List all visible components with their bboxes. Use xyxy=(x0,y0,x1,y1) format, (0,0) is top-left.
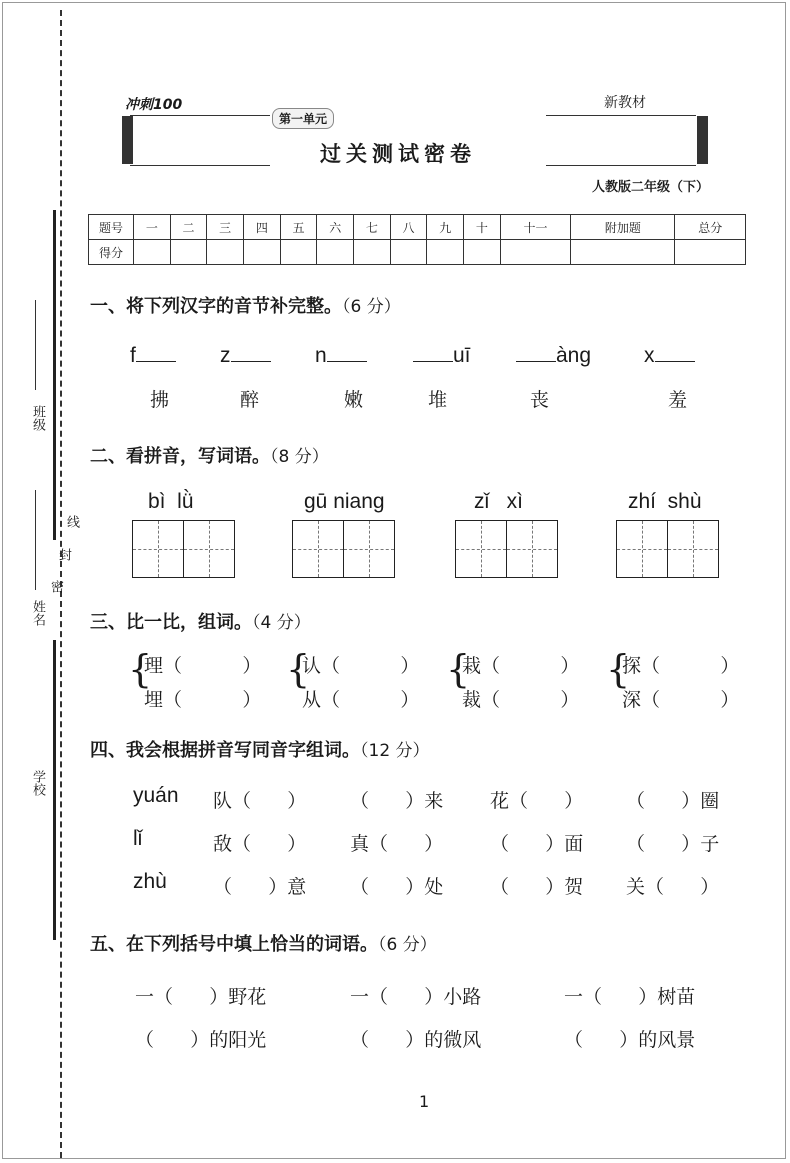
section2-points: （8 分） xyxy=(270,447,329,467)
pinyin-text: àng xyxy=(556,344,592,367)
binding-solid-line xyxy=(53,210,56,540)
header-rule xyxy=(546,115,696,116)
score-row xyxy=(89,240,746,265)
score-header-cell: 一 xyxy=(134,215,171,240)
hanzi: 嫩 xyxy=(344,389,364,411)
class-blank xyxy=(35,300,36,390)
answer-line[interactable] xyxy=(231,343,271,362)
word-pinyin: bì lǜ xyxy=(148,490,194,513)
compare-text: 栽（ xyxy=(462,655,501,677)
score-cell[interactable] xyxy=(244,240,281,265)
score-cell[interactable] xyxy=(500,240,570,265)
homophone-item[interactable]: （ ）贺 xyxy=(490,876,584,898)
pinyin-blank[interactable] xyxy=(516,343,591,368)
word-pinyin: zhí shù xyxy=(628,490,702,513)
compare-text: 探（ xyxy=(622,655,661,677)
score-header-cell: 十 xyxy=(464,215,501,240)
score-header-cell: 六 xyxy=(317,215,354,240)
answer-line[interactable] xyxy=(413,343,453,362)
section3-title: 三、比一比，组词。 xyxy=(90,612,252,633)
section3-heading xyxy=(90,608,311,634)
section4-title: 四、我会根据拼音写同音字组词。 xyxy=(90,740,360,761)
homophone-item[interactable]: （ ）来 xyxy=(350,790,444,812)
score-header-cell: 二 xyxy=(170,215,207,240)
seal-char: 线 xyxy=(64,515,79,528)
score-header-cell: 八 xyxy=(390,215,427,240)
compare-item[interactable]: 埋（ ） xyxy=(144,689,262,711)
brace: { xyxy=(128,647,153,691)
homophone-item[interactable]: 真（ ） xyxy=(350,833,444,855)
pinyin-blank[interactable] xyxy=(413,343,471,368)
homophone-item[interactable]: 队（ ） xyxy=(213,790,307,812)
compare-text: 从（ xyxy=(302,689,341,711)
answer-line[interactable] xyxy=(136,343,176,362)
pinyin-text: uī xyxy=(453,344,471,367)
brace: { xyxy=(286,647,311,691)
section5-points: （6 分） xyxy=(378,935,437,955)
compare-item[interactable]: 探（ ） xyxy=(622,655,740,677)
hanzi: 拂 xyxy=(150,389,170,411)
header-rule xyxy=(130,115,270,116)
section3-points: （4 分） xyxy=(252,613,311,633)
homophone-pinyin: lǐ xyxy=(133,827,143,850)
homophone-item[interactable]: （ ）面 xyxy=(490,833,584,855)
brace: { xyxy=(446,647,471,691)
compare-text: 深（ xyxy=(622,689,661,711)
fill-item[interactable]: （ ）的阳光 xyxy=(135,1029,267,1051)
compare-item[interactable]: 裁（ ） xyxy=(462,689,580,711)
class-label: 班级 xyxy=(30,405,45,431)
pinyin-text: x xyxy=(644,344,655,367)
hanzi: 醉 xyxy=(240,389,260,411)
hanzi: 堆 xyxy=(428,389,448,411)
pinyin-blank[interactable] xyxy=(130,343,176,368)
binding-solid-line xyxy=(53,640,56,940)
score-cell[interactable] xyxy=(207,240,244,265)
compare-item[interactable]: 从（ ） xyxy=(302,689,420,711)
page-title: 过关测试密卷 xyxy=(320,141,476,166)
homophone-item[interactable]: （ ）意 xyxy=(213,876,307,898)
name-blank xyxy=(35,490,36,590)
section4-points: （12 分） xyxy=(360,741,430,761)
section2-heading xyxy=(90,442,329,468)
score-cell[interactable] xyxy=(280,240,317,265)
pinyin-blank[interactable] xyxy=(220,343,271,368)
score-header-cell: 三 xyxy=(207,215,244,240)
compare-text: 埋（ xyxy=(144,689,183,711)
header-rule xyxy=(546,165,696,166)
score-header-cell: 七 xyxy=(354,215,391,240)
writing-cell[interactable] xyxy=(343,520,395,578)
section5-title: 五、在下列括号中填上恰当的词语。 xyxy=(90,934,378,955)
score-header-cell: 九 xyxy=(427,215,464,240)
score-cell[interactable] xyxy=(134,240,171,265)
homophone-item[interactable]: （ ）子 xyxy=(626,833,720,855)
word-pinyin: zǐ xì xyxy=(474,490,524,513)
fill-item[interactable]: 一（ ）小路 xyxy=(350,986,482,1008)
word-pinyin: gū niang xyxy=(304,490,385,513)
writing-cell[interactable] xyxy=(616,520,668,578)
writing-grid xyxy=(292,520,393,578)
compare-item[interactable]: 栽（ ） xyxy=(462,655,580,677)
score-cell[interactable] xyxy=(427,240,464,265)
hanzi: 羞 xyxy=(668,389,688,411)
homophone-pinyin: zhù xyxy=(133,870,167,893)
writing-grid xyxy=(132,520,233,578)
score-cell[interactable] xyxy=(354,240,391,265)
seal-char: 密 xyxy=(48,580,63,593)
compare-text: 认（ xyxy=(302,655,341,677)
score-cell[interactable] xyxy=(571,240,675,265)
writing-cell[interactable] xyxy=(292,520,344,578)
edition-label: 人教版二年级（下） xyxy=(592,180,710,195)
writing-grid xyxy=(616,520,717,578)
writing-cell[interactable] xyxy=(455,520,507,578)
fill-item[interactable]: 一（ ）树苗 xyxy=(564,986,696,1008)
writing-cell[interactable] xyxy=(132,520,184,578)
header-rule xyxy=(130,165,270,166)
score-header-cell: 附加题 xyxy=(571,215,675,240)
compare-item[interactable]: 深（ ） xyxy=(622,689,740,711)
answer-line[interactable] xyxy=(327,343,367,362)
section1-title: 一、将下列汉字的音节补完整。 xyxy=(90,296,342,317)
score-cell[interactable] xyxy=(464,240,501,265)
homophone-pinyin: yuán xyxy=(133,784,179,807)
unit-badge: 第一单元 xyxy=(272,108,334,129)
fill-item[interactable]: 一（ ）野花 xyxy=(135,986,267,1008)
pinyin-text: n xyxy=(315,344,327,367)
homophone-item[interactable]: （ ）圈 xyxy=(626,790,720,812)
section1-heading xyxy=(90,292,401,318)
writing-grid xyxy=(455,520,556,578)
compare-text: 裁（ xyxy=(462,689,501,711)
homophone-item[interactable]: 花（ ） xyxy=(490,790,584,812)
writing-cell[interactable] xyxy=(667,520,719,578)
homophone-item[interactable]: 关（ ） xyxy=(626,876,720,898)
pinyin-text: z xyxy=(220,344,231,367)
answer-line[interactable] xyxy=(516,343,556,362)
hanzi: 丧 xyxy=(530,389,550,411)
score-table xyxy=(88,214,746,265)
compare-item[interactable]: 理（ ） xyxy=(144,655,262,677)
compare-item[interactable]: 认（ ） xyxy=(302,655,420,677)
score-cell[interactable] xyxy=(170,240,207,265)
brace: { xyxy=(606,647,631,691)
score-header-cell: 十一 xyxy=(500,215,570,240)
compare-text: 理（ xyxy=(144,655,183,677)
section5-heading xyxy=(90,930,437,956)
brand-logo: 冲刺100 xyxy=(125,97,183,113)
writing-cell[interactable] xyxy=(506,520,558,578)
score-header-cell: 题号 xyxy=(89,215,134,240)
homophone-item[interactable]: （ ）处 xyxy=(350,876,444,898)
fill-item[interactable]: （ ）的风景 xyxy=(564,1029,696,1051)
new-material-label: 新教材 xyxy=(604,95,646,111)
pinyin-blank[interactable] xyxy=(315,343,367,368)
header-bar-left xyxy=(122,116,133,164)
header-bar-right xyxy=(697,116,708,164)
seal-char: 封 xyxy=(56,548,71,561)
score-header-row xyxy=(89,215,746,240)
score-row-label: 得分 xyxy=(89,240,134,265)
score-header-cell: 总分 xyxy=(675,215,746,240)
pinyin-blank[interactable] xyxy=(644,343,695,368)
section2-title: 二、看拼音，写词语。 xyxy=(90,446,270,467)
section4-heading xyxy=(90,736,430,762)
score-header-cell: 四 xyxy=(244,215,281,240)
score-cell[interactable] xyxy=(317,240,354,265)
name-label: 姓名 xyxy=(30,600,45,626)
school-label: 学校 xyxy=(30,770,45,796)
score-cell[interactable] xyxy=(675,240,746,265)
section1-points: （6 分） xyxy=(342,297,401,317)
answer-line[interactable] xyxy=(655,343,695,362)
score-header-cell: 五 xyxy=(280,215,317,240)
pinyin-text: f xyxy=(130,344,136,367)
page-number: 1 xyxy=(419,1092,430,1111)
score-cell[interactable] xyxy=(390,240,427,265)
fill-item[interactable]: （ ）的微风 xyxy=(350,1029,482,1051)
homophone-item[interactable]: 敌（ ） xyxy=(213,833,307,855)
writing-cell[interactable] xyxy=(183,520,235,578)
